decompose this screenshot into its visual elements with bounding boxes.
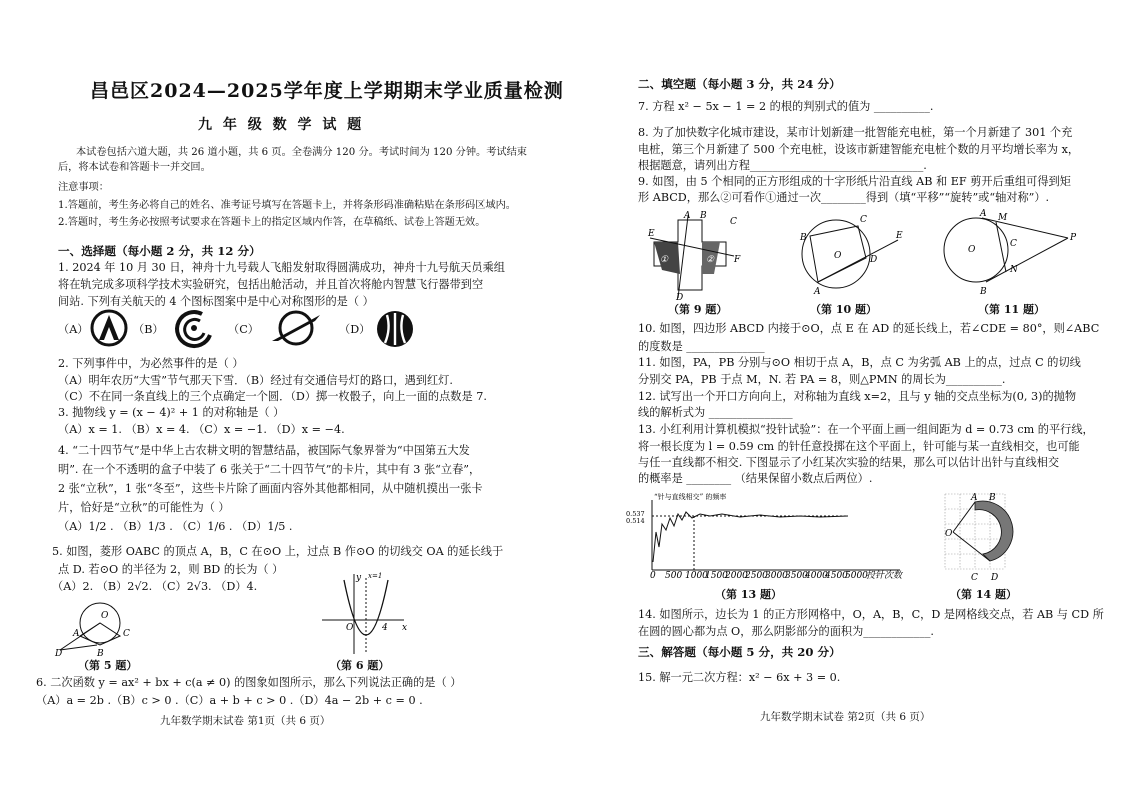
chart-tick-2500: 2500 <box>745 571 768 581</box>
chart-tick-1000: 1000 <box>685 571 708 581</box>
chart-x-label: 投针次数 <box>866 571 903 581</box>
figure-6-caption: （第 6 题） <box>330 659 390 672</box>
q9-line-1: 9. 如图，由 5 个相同的正方形组成的十字形纸片沿直线 AB 和 EF 剪开后重组可得到矩 <box>638 175 1071 188</box>
fig9-label-e: E <box>648 229 655 239</box>
q13-line-4: 的概率是 ________ （结果保留小数点后两位）. <box>638 472 873 485</box>
q14-line-1: 14. 如图所示，边长为 1 的正方形网格中，O，A，B，C，D 是网格线交点，若 AB 与 CD 所 <box>638 608 1104 621</box>
chart-tick-4000: 4000 <box>805 571 828 581</box>
q4-line-4: 片，恰好是“立秋”的可能性为（ ） <box>58 501 230 514</box>
q4-options: （A）1/2 . （B）1/3 . （C）1/6 . （D）1/5 . <box>58 520 293 533</box>
fig6-label-o: O <box>346 623 354 633</box>
fig11-label-p: P <box>1070 233 1077 243</box>
rocket-logo-icon <box>90 309 128 347</box>
q1-line-2: 将在轨完成多项科学技术实验研究，包括出舱活动，并且首次将舱内智慧飞行器带到空 <box>58 278 484 291</box>
page-2 <box>560 0 1121 793</box>
q4-line-2: 明”. 在一个不透明的盒子中装了 6 张关于“二十四节气”的卡片，其中有 3 张“立春”， <box>58 463 481 476</box>
fig11-label-o: O <box>968 245 976 255</box>
page-2-footer: 九年数学期末试卷 第2页（共 6 页） <box>760 711 931 723</box>
figure-14-caption: （第 14 题） <box>950 588 1017 601</box>
fig11-label-a: A <box>980 209 987 219</box>
notice-2: 2.答题时，考生务必按照考试要求在答题卡上的指定区域内作答，在草稿纸、试卷上答题无效。 <box>58 217 486 228</box>
fig14-label-o: O <box>945 529 953 539</box>
fig14-label-d: D <box>991 573 999 583</box>
fig10-label-a: A <box>814 287 821 297</box>
chart-y-label-1: 0.537 <box>626 510 645 518</box>
q4-line-3: 2 张“立秋”，1 张“冬至”，这些卡片除了画面内容外其他都相同，从中随机摸出一张卡 <box>58 482 483 495</box>
fig6-label-4: 4 <box>382 623 388 633</box>
q10-line-2: 的度数是 ______________ <box>638 340 765 353</box>
fig9-label-c: C <box>730 217 737 227</box>
fig14-label-c: C <box>971 573 978 583</box>
q13-line-1: 13. 小红利用计算机模拟“投针试验”：在一个平面上画一组间距为 d = 0.73 cm 的平行线， <box>638 423 1094 436</box>
q8-line-1: 8. 为了加快数字化城市建设，某市计划新建一批智能充电桩，第一个月新建了 301 个充 <box>638 126 1073 139</box>
fig10-label-d: D <box>870 255 878 265</box>
q14-line-2: 在圆的圆心都为点 O，那么阴影部分的面积为____________. <box>638 625 934 638</box>
chart-tick-3000: 3000 <box>765 571 788 581</box>
q1-line-1: 1. 2024 年 10 月 30 日，神舟十九号载人飞船发射取得圆满成功，神舟十九号航天员乘组 <box>58 261 505 274</box>
q2-line-2: （A）明年农历“大雪”节气那天下雪．（B）经过有交通信号灯的路口，遇到红灯. <box>58 374 453 387</box>
chart-tick-2000: 2000 <box>725 571 748 581</box>
chart-tick-5000: 5000 <box>845 571 868 581</box>
chart-tick-4500: 4500 <box>825 571 848 581</box>
section-1-heading: 一、选择题（每小题 2 分，共 12 分） <box>58 244 261 258</box>
section-2-heading: 二、填空题（每小题 3 分，共 24 分） <box>638 77 841 91</box>
q5-line-2: 点 D. 若⊙O 的半径为 2，则 BD 的长为（ ） <box>58 563 284 576</box>
chart-y-label-2: 0.514 <box>626 517 645 525</box>
chart-tick-1500: 1500 <box>705 571 728 581</box>
q2-line-3: （C）不在同一条直线上的三个点确定一个圆．（D）掷一枚骰子，向上一面的点数是 7. <box>58 390 487 403</box>
q10-line-1: 10. 如图，四边形 ABCD 内接于⊙O，点 E 在 AD 的延长线上，若∠CDE = 80°，则∠ABC <box>638 322 1100 335</box>
figure-9-caption: （第 9 题） <box>668 303 728 316</box>
q15: 15. 解一元二次方程：x² − 6x + 3 = 0. <box>638 671 841 684</box>
fig10-label-e: E <box>896 231 903 241</box>
figure-6-parabola <box>318 570 408 660</box>
fig11-label-c: C <box>1010 239 1017 249</box>
fig9-label-a: A <box>684 211 691 221</box>
fig6-label-x: x <box>402 623 408 633</box>
fig5-label-a: A <box>73 629 80 639</box>
q11-line-2: 分别交 PA，PB 于点 M，N. 若 PA = 8，则△PMN 的周长为__________. <box>638 373 1006 386</box>
q6-line-1: 6. 二次函数 y = ax² + bx + c(a ≠ 0) 的图象如图所示，那么下列说法正确的是（ ） <box>36 676 462 689</box>
q5-options: （A）2. （B）2√2. （C）2√3. （D）4. <box>52 580 258 593</box>
q7: 7. 方程 x² − 5x − 1 = 2 的根的判别式的值为 __________. <box>638 100 934 113</box>
q8-line-3: 根据题意，请列出方程_______________________________. <box>638 159 927 172</box>
fig6-label-axis: x=1 <box>368 572 383 580</box>
figure-10-cyclic-quad <box>788 210 908 300</box>
q5-line-1: 5. 如图，菱形 OABC 的顶点 A，B，C 在⊙O 上，过点 B 作⊙O 的切线交 OA 的延长线于 <box>52 545 504 558</box>
q4-line-1: 4. “二十四节气”是中华上古农耕文明的智慧结晶，被国际气象界誉为“中国第五大发 <box>58 444 470 457</box>
figure-5-rhombus-circle <box>55 598 155 658</box>
fig10-label-b: B <box>800 233 807 243</box>
emblem-logo-icon <box>375 309 415 349</box>
chart-tick-0: 0 <box>650 571 656 581</box>
fig10-label-c: C <box>860 215 867 225</box>
fig11-label-n: N <box>1010 265 1018 275</box>
intro-line-2: 后，将本试卷和答题卡一并交回。 <box>58 162 211 173</box>
q8-line-2: 电桩，第三个月新建了 500 个充电桩，设该市新建智能充电桩个数的月平均增长率为 x， <box>638 143 1080 156</box>
figure-9-cross <box>648 211 745 303</box>
figure-11-tangents <box>940 208 1080 303</box>
q13-line-2: 将一根长度为 l = 0.59 cm 的针任意投掷在这个平面上，针可能与某一直线相交，也可能 <box>638 440 1080 453</box>
q1-option-b-label: （B） <box>133 323 164 336</box>
fig9-label-b: B <box>700 211 707 221</box>
figure-14-grid-sectors <box>945 494 1015 582</box>
figure-11-caption: （第 11 题） <box>978 303 1045 316</box>
q13-line-3: 与任一直线都不相交. 下图显示了小红某次实验的结果，那么可以估计出针与直线相交 <box>638 456 1060 469</box>
q2-line-1: 2. 下列事件中，为必然事件的是（ ） <box>58 357 244 370</box>
q1-line-3: 间站. 下列有关航天的 4 个图标图案中是中心对称图形的是（ ） <box>58 295 374 308</box>
q3-line-1: 3. 抛物线 y = (x − 4)² + 1 的对称轴是（ ） <box>58 406 285 419</box>
fig9-label-f: F <box>734 255 741 265</box>
notice-1: 1.答题前，考生务必将自己的姓名、准考证号填写在答题卡上，并将条形码准确粘贴在条形码区域内。 <box>58 200 516 211</box>
fig14-label-a: A <box>971 493 978 503</box>
figure-10-caption: （第 10 题） <box>810 303 877 316</box>
q1-option-c-label: （C） <box>228 323 259 336</box>
notice-heading: 注意事项： <box>58 182 109 193</box>
chart-title: “针与直线相交” 的频率 <box>654 493 727 501</box>
q1-option-a-label: （A） <box>58 323 89 336</box>
q6-line-2: （A）a = 2b .（B）c > 0 .（C）a + b + c > 0 .（D）4a − 2b + c = 0 . <box>36 694 423 707</box>
q1-option-d-label: （D） <box>339 323 371 336</box>
chart-tick-3500: 3500 <box>785 571 808 581</box>
page-1-footer: 九年数学期末试卷 第1页（共 6 页） <box>160 715 331 727</box>
fig5-label-o: O <box>101 611 109 621</box>
fig11-label-m: M <box>998 213 1008 223</box>
fig14-label-b: B <box>989 493 996 503</box>
figure-13-frequency-chart <box>626 492 910 584</box>
intro-line-1: 本试卷包括六道大题，共 26 道小题，共 6 页。全卷满分 120 分。考试时间为 120 分钟。考试结束 <box>76 147 527 158</box>
fig5-label-d: D <box>55 649 63 659</box>
fig9-label-d: D <box>676 293 684 303</box>
q3-line-2: （A）x = 1. （B）x = 4. （C）x = −1. （D）x = −4. <box>58 423 345 436</box>
fig9-label-1: ① <box>660 255 669 265</box>
figure-13-caption: （第 13 题） <box>715 588 782 601</box>
fig5-label-b: B <box>97 649 104 659</box>
fig5-label-c: C <box>123 629 130 639</box>
q12-line-2: 线的解析式为 _______________ <box>638 406 793 419</box>
chart-tick-500: 500 <box>665 571 683 581</box>
orbit-logo-icon <box>268 309 324 347</box>
fig6-label-y: y <box>356 573 362 583</box>
section-3-heading: 三、解答题（每小题 5 分，共 20 分） <box>638 645 841 659</box>
figure-5-caption: （第 5 题） <box>78 659 138 672</box>
fig10-label-o: O <box>834 251 842 261</box>
exam-title: 昌邑区2024—2025学年度上学期期末学业质量检测 <box>90 80 564 102</box>
q9-line-2: 形 ABCD，那么②可看作①通过一次________得到（填“平移”“旋转”或“轴对称”）. <box>638 191 1050 204</box>
fig11-label-b: B <box>980 287 987 297</box>
q12-line-1: 12. 试写出一个开口方向向上，对称轴为直线 x=2，且与 y 轴的交点坐标为(0, 3)的抛物 <box>638 390 1077 403</box>
exam-subtitle: 九 年 级 数 学 试 题 <box>198 117 365 133</box>
fig9-label-2: ② <box>706 255 715 265</box>
swirl-logo-icon <box>172 309 214 347</box>
q11-line-1: 11. 如图，PA，PB 分别与⊙O 相切于点 A，B，点 C 为劣弧 AB 上的点，过点 C 的切线 <box>638 356 1081 369</box>
